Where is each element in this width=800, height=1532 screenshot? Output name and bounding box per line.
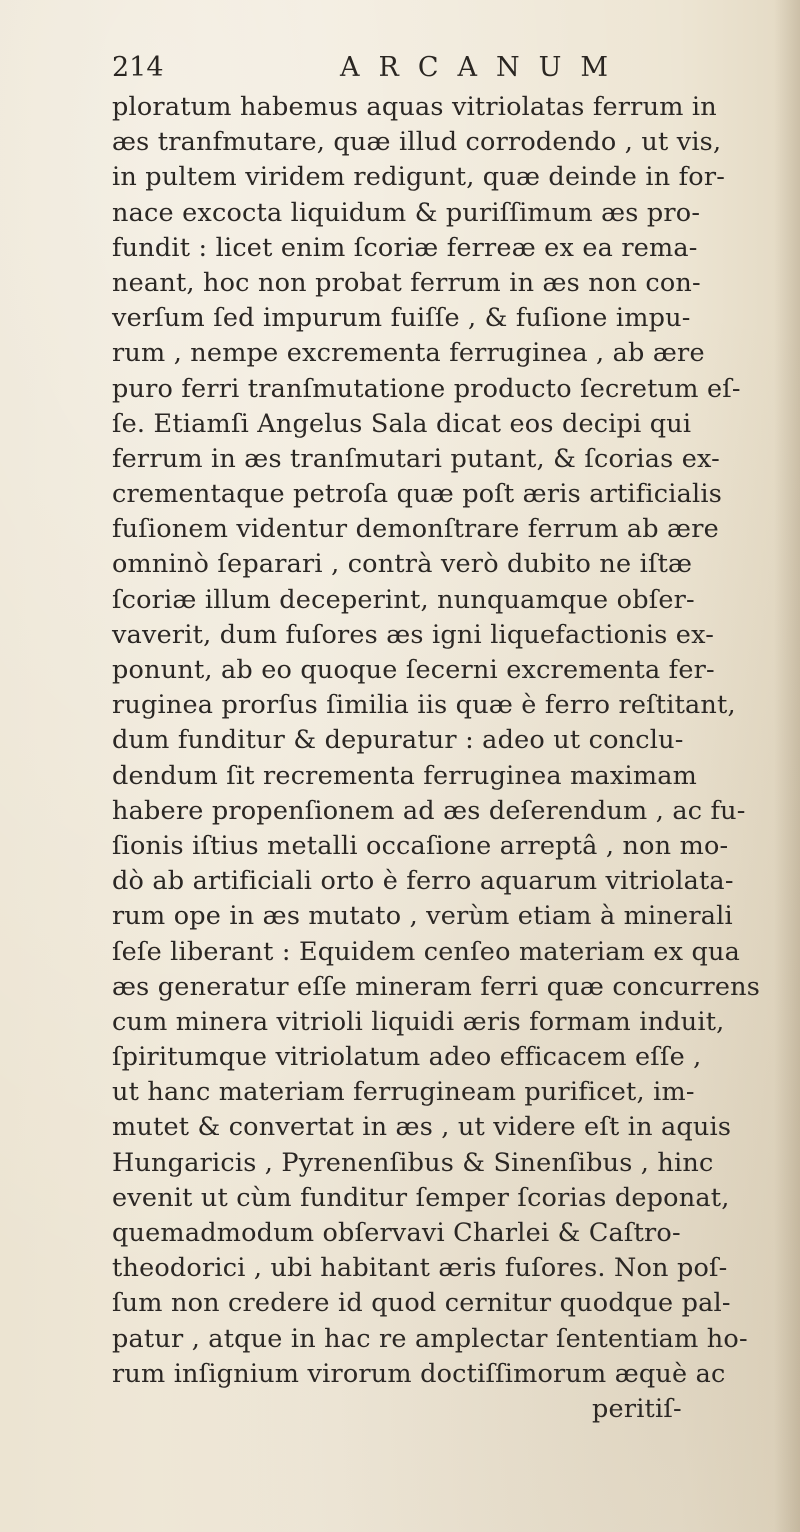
body-text bbox=[112, 90, 798, 1427]
text-line: dendum ſit recrementa ferruginea maximam bbox=[112, 760, 698, 791]
text-line: ploratum habemus aquas vitriolatas ferrum in bbox=[112, 92, 717, 122]
text-line: ſum non credere id quod cernitur quodque pal- bbox=[112, 1288, 731, 1319]
text-line: in pultem viridem redigunt, quæ deinde in for- bbox=[112, 162, 726, 193]
catchword: peritiſ- bbox=[592, 1393, 682, 1424]
text-line: rum ope in æs mutato , verùm etiam à minerali bbox=[112, 901, 733, 932]
page-number: 214 bbox=[112, 52, 164, 83]
text-line: quemadmodum obſervavi Charlei & Caſtro- bbox=[112, 1218, 681, 1248]
text-line: patur , atque in hac re amplectar ſententiam ho- bbox=[112, 1323, 748, 1354]
text-line: ſe. Etiamſi Angelus Sala dicat eos decipi qui bbox=[112, 408, 692, 439]
text-line: cum minera vitrioli liquidi æris formam induit, bbox=[112, 1006, 725, 1037]
text-line: dum funditur & depuratur : adeo ut conclu- bbox=[112, 725, 684, 756]
text-line: mutet & convertat in æs , ut videre eſt in aquis bbox=[112, 1112, 732, 1143]
page-header bbox=[112, 48, 722, 88]
text-line: ſionis iſtius metalli occaſione arreptâ , non mo- bbox=[112, 830, 729, 861]
text-line: rum , nempe excrementa ferruginea , ab ære bbox=[112, 338, 705, 369]
text-line: theodorici , ubi habitant æris fuſores. Non poſ- bbox=[112, 1253, 728, 1284]
text-line: ut hanc materiam ferrugineam purificet, im- bbox=[112, 1077, 695, 1108]
text-line: ſpiritumque vitriolatum adeo efficacem eſſe , bbox=[112, 1042, 702, 1073]
text-line: evenit ut cùm funditur ſemper ſcorias deponat, bbox=[112, 1182, 730, 1213]
text-line: verſum ſed impurum fuiſſe , & fuſione impu- bbox=[112, 303, 691, 334]
text-line: æs generatur eſſe mineram ferri quæ concurrens bbox=[112, 971, 761, 1002]
text-line: ruginea prorſus ſimilia iis quæ è ferro reſtitant, bbox=[112, 690, 736, 721]
text-line: vaverit, dum fuſores æs igni liquefactionis ex- bbox=[112, 619, 715, 650]
running-title: ARCANUM bbox=[340, 52, 628, 83]
text-line: puro ferri tranſmutatione producto ſecretum eſ- bbox=[112, 373, 741, 404]
text-line: omninò ſeparari , contrà verò dubito ne iſtæ bbox=[112, 549, 693, 580]
text-line: rum inſignium virorum doctiſſimorum æquè ac bbox=[112, 1358, 726, 1389]
text-line: ſcoriæ illum deceperint, nunquamque obſer- bbox=[112, 584, 695, 615]
text-line: ferrum in æs tranſmutari putant, & ſcorias ex- bbox=[112, 443, 721, 474]
text-line: habere propenſionem ad æs deſerendum , ac fu- bbox=[112, 795, 746, 826]
text-line: neant, hoc non probat ferrum in æs non con- bbox=[112, 267, 701, 298]
text-line: fuſionem videntur demonſtrare ferrum ab ære bbox=[112, 514, 719, 545]
text-line: fundit : licet enim ſcoriæ ferreæ ex ea rema- bbox=[112, 232, 698, 263]
text-line: ponunt, ab eo quoque ſecerni excrementa fer- bbox=[112, 655, 715, 685]
text-line: æs tranfmutare, quæ illud corrodendo , ut vis, bbox=[112, 127, 722, 158]
text-line: nace excocta liquidum & puriſſimum æs pro- bbox=[112, 197, 701, 228]
text-line: ſeſe liberant : Equidem cenſeo materiam ex qua bbox=[112, 936, 741, 967]
text-line: dò ab artificiali orto è ferro aquarum vitriolata- bbox=[112, 866, 734, 897]
text-line: crementaque petroſa quæ poſt æris artificialis bbox=[112, 479, 723, 510]
text-line: Hungaricis , Pyrenenſibus & Sinenſibus , hinc bbox=[112, 1147, 714, 1178]
